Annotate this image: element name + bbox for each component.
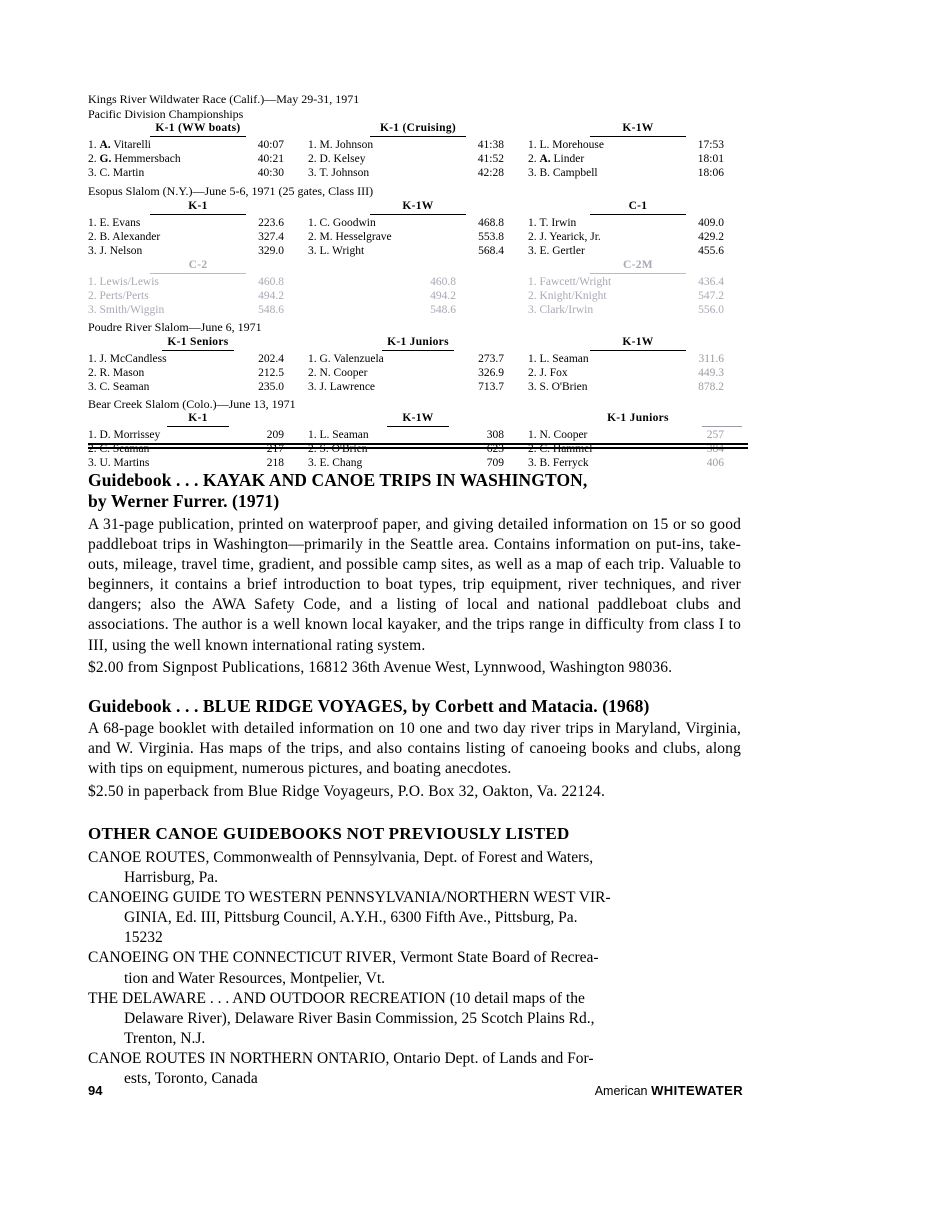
result-time: 18:01 [697, 153, 724, 166]
result-time: 209 [266, 429, 284, 442]
result-time: 223.6 [258, 216, 284, 229]
result-row [308, 303, 528, 317]
class-column [528, 121, 748, 180]
list-item-line1: CANOEING GUIDE TO WESTERN PENNSYLVANIA/NORTHERN WEST VIR- [88, 889, 611, 906]
list-item-line2: tion and Water Resources, Montpelier, Vt. [124, 969, 386, 987]
list-item-line1: CANOE ROUTES IN NORTHERN ONTARIO, Ontario Dept. of Lands and For- [88, 1050, 594, 1068]
guidebook2-heading: Guidebook . . . BLUE RIDGE VOYAGES, by Corbett and Matacia. (1968) [88, 695, 650, 716]
class-name: K-1W [402, 199, 434, 212]
result-row [528, 352, 748, 366]
result-row [308, 166, 528, 180]
class-column [308, 335, 528, 394]
result-time: 455.6 [698, 244, 724, 257]
header-rule [150, 214, 246, 215]
guidebook2-body: A 68-page booklet with detailed information on 10 one and two day river trips in Maryland, Virginia, and W. Virginia. Has maps of the trips, and also contains listing of canoeing books and clubs, along with tips on equipment, numerous pictures, and boating anecdotes. [88, 720, 741, 778]
result-time: 329.0 [258, 244, 284, 257]
header-rule [590, 214, 686, 215]
result-name: 3. S. O'Brien [527, 380, 588, 393]
result-time: 212.5 [258, 366, 284, 379]
result-row [88, 166, 308, 180]
result-row [528, 303, 748, 317]
result-time: 468.8 [478, 216, 504, 229]
result-name: 3. E. Chang [307, 457, 363, 470]
result-row [528, 230, 748, 244]
result-name: 2. G. Hemmersbach [88, 153, 181, 166]
result-row [528, 216, 748, 230]
result-time: 460.8 [258, 276, 284, 289]
class-name: C-2 [188, 259, 208, 271]
result-row [308, 366, 528, 380]
other-guidebooks-heading: OTHER CANOE GUIDEBOOKS NOT PREVIOUSLY LISTED [88, 823, 570, 843]
result-name: 1. J. McCandless [88, 352, 167, 365]
result-name: 2. D. Kelsey [307, 153, 366, 166]
race-class-columns [88, 335, 748, 394]
header-rule [382, 350, 454, 351]
guidebook2-price: $2.50 in paperback from Blue Ridge Voyageurs, P.O. Box 32, Oakton, Va. 22124. [88, 782, 605, 800]
result-time: 547.2 [698, 290, 724, 303]
class-header [88, 411, 308, 428]
header-rule [167, 426, 229, 427]
result-time: 18:06 [697, 167, 724, 180]
header-rule [702, 426, 742, 427]
class-header [528, 258, 748, 275]
result-row [528, 456, 748, 470]
result-time: 41:52 [477, 153, 504, 166]
class-name: K-1 Juniors [607, 412, 669, 425]
class-header [308, 199, 528, 216]
result-name: 2. R. Mason [88, 366, 145, 379]
race-kings-river [88, 92, 748, 180]
result-row [88, 456, 308, 470]
list-item-line3: 15232 [124, 929, 163, 947]
class-header [308, 335, 528, 352]
class-column [88, 411, 308, 470]
list-item-line2: ests, Toronto, Canada [124, 1070, 258, 1088]
result-time: 41:38 [477, 139, 504, 152]
result-time: 568.4 [478, 244, 504, 257]
result-time: 553.8 [478, 230, 504, 243]
list-item [88, 948, 741, 988]
guidebook1-body: A 31-page publication, printed on waterproof paper, and giving detailed information on 15 or so good paddleboat trips in Washington—primarily in the Seattle area. Contains information on put-ins, take-outs, mileage, travel time, gradient, and possible camp sites, as well as a map of each trip. Valuable to beginners, it contains a brief introduction to boat types, trip equipment, river techniques, and river dangers; also the AWA Safety Code, and a listing of local and national paddleboat clubs and associations. The author is a well known local kayaker, and the trips range in difficulty from class I to III, using the well known international rating system. [88, 515, 741, 654]
result-time: 409.0 [698, 216, 724, 229]
result-time: 327.4 [258, 230, 284, 243]
result-row [88, 289, 308, 303]
result-row [88, 152, 308, 166]
result-time: 556.0 [698, 304, 724, 317]
class-name: K-1 [188, 412, 208, 425]
result-row [308, 456, 528, 470]
result-time: 449.3 [698, 366, 724, 379]
result-row [308, 244, 528, 258]
result-row [308, 289, 528, 303]
class-column [528, 335, 748, 394]
result-row [308, 352, 528, 366]
result-row [308, 138, 528, 152]
result-name [308, 289, 408, 303]
result-name: 2. B. Alexander [88, 230, 161, 243]
result-time: 494.2 [258, 290, 284, 303]
class-name: K-1 (WW boats) [155, 122, 241, 135]
result-row [88, 380, 308, 394]
result-time: 235.0 [258, 380, 284, 393]
race-poudre-river [88, 320, 748, 394]
race-bear-creek [88, 397, 748, 471]
list-item-line1: CANOE ROUTES, Commonwealth of Pennsylvania, Dept. of Forest and Waters, [88, 848, 594, 866]
result-row [528, 275, 748, 289]
result-name: 2. J. Fox [527, 366, 568, 379]
class-column [88, 199, 308, 258]
result-row [88, 244, 308, 258]
other-guidebooks-list [88, 848, 741, 1090]
list-item-line1: THE DELAWARE . . . AND OUTDOOR RECREATION (10 detail maps of the [88, 989, 585, 1007]
result-row [308, 275, 528, 289]
class-header [308, 121, 528, 138]
class-header [528, 199, 748, 216]
result-time: 326.9 [478, 366, 504, 379]
result-name: 1. C. Goodwin [307, 216, 376, 229]
result-name: 2. J. Yearick, Jr. [527, 230, 601, 243]
result-name [308, 275, 408, 289]
result-name: 2. C. Hammel [527, 443, 593, 456]
result-name: 1. D. Morrissey [88, 429, 161, 442]
result-row [308, 216, 528, 230]
result-time: 217 [266, 443, 284, 456]
result-time: 548.6 [258, 304, 284, 317]
result-time: 623 [486, 443, 504, 456]
guidebook1-heading-line2: by Werner Furrer. (1971) [88, 491, 280, 512]
result-name: 3. T. Johnson [307, 167, 370, 180]
class-column [308, 199, 528, 258]
race-class-columns [88, 199, 748, 258]
result-row [88, 216, 308, 230]
result-time: 202.4 [258, 352, 284, 365]
magazine-name: WHITEWATER [651, 1083, 743, 1098]
result-row [528, 428, 748, 442]
magazine-footer [595, 1083, 743, 1098]
result-name: 1. Fawcett/Wright [527, 276, 612, 289]
result-name: 2. A. Linder [527, 153, 585, 166]
result-time: 17:53 [697, 139, 724, 152]
section-divider-rule [88, 443, 748, 449]
result-row [528, 166, 748, 180]
list-item-line2: GINIA, Ed. III, Pittsburg Council, A.Y.H., 6300 Fifth Ave., Pittsburg, Pa. [124, 909, 578, 927]
result-row [88, 275, 308, 289]
result-row [88, 230, 308, 244]
header-rule [370, 136, 466, 137]
list-item-line2: Delaware River), Delaware River Basin Commission, 25 Scotch Plains Rd., [124, 1009, 595, 1027]
class-column [88, 258, 308, 317]
result-time: 548.6 [430, 304, 456, 317]
result-time: 713.7 [478, 380, 504, 393]
class-header [88, 335, 308, 352]
class-name: K-1W [402, 412, 434, 425]
magazine-prefix: American [594, 1084, 648, 1098]
header-rule [370, 214, 466, 215]
result-row [528, 244, 748, 258]
race-class-columns [88, 411, 748, 470]
result-name: 2. S. O'Brien [307, 443, 368, 456]
class-header [528, 411, 748, 428]
result-time: 429.2 [698, 230, 724, 243]
result-name: 1. M. Johnson [307, 139, 374, 152]
class-name: C-1 [628, 199, 648, 212]
header-rule [590, 350, 686, 351]
result-row [528, 366, 748, 380]
result-name: 3. B. Campbell [527, 167, 598, 180]
result-time: 406 [706, 457, 724, 470]
result-row [528, 152, 748, 166]
race-subtitle: Pacific Division Championships [88, 106, 244, 121]
class-name: K-1 [188, 199, 208, 212]
class-header [528, 335, 748, 352]
result-name: 1. L. Seaman [307, 429, 369, 442]
class-column [308, 121, 528, 180]
result-row [308, 380, 528, 394]
result-row [528, 289, 748, 303]
class-column [528, 411, 748, 470]
result-name: 3. J. Nelson [88, 244, 143, 257]
list-item [88, 888, 741, 948]
page-number: 94 [88, 1083, 103, 1098]
class-column-spacer [308, 258, 528, 317]
result-name: 1. E. Evans [88, 216, 141, 229]
result-time: 308 [486, 429, 504, 442]
result-time: 42:28 [477, 167, 504, 180]
class-header [88, 199, 308, 216]
result-time: 257 [706, 429, 724, 442]
header-rule [162, 350, 234, 351]
result-name: 1. L. Seaman [527, 352, 589, 365]
result-time: 218 [266, 457, 284, 470]
list-item [88, 848, 741, 888]
class-name: K-1W [622, 335, 654, 348]
class-name: K-1W [622, 122, 654, 135]
race-title: Esopus Slalom (N.Y.)—June 5-6, 1971 (25 gates, Class III) [88, 184, 374, 199]
result-time: 273.7 [478, 352, 504, 365]
result-time: 878.2 [698, 380, 724, 393]
result-name: 1. L. Morehouse [527, 139, 604, 152]
result-time: 460.8 [430, 276, 456, 289]
class-name: K-1 Seniors [167, 335, 229, 348]
list-item [88, 989, 741, 1049]
spacer [88, 678, 741, 696]
class-header [528, 121, 748, 138]
result-row [308, 428, 528, 442]
result-time: 384 [706, 443, 724, 456]
header-rule [590, 273, 686, 274]
race-title: Poudre River Slalom—June 6, 1971 [88, 320, 262, 335]
result-name: 3. Smith/Wiggin [88, 304, 165, 317]
result-name: 3. Clark/Irwin [527, 304, 594, 317]
article-body [88, 470, 741, 1089]
list-item-line3: Trenton, N.J. [124, 1029, 206, 1047]
class-column [88, 121, 308, 180]
result-row [88, 366, 308, 380]
guidebook1-heading [88, 470, 741, 513]
result-name: 2. Perts/Perts [88, 290, 149, 303]
result-name [308, 303, 408, 317]
class-name: K-1 Juniors [387, 335, 449, 348]
result-row [308, 230, 528, 244]
header-rule [150, 273, 246, 274]
race-class-columns [88, 121, 748, 180]
result-name: 3. C. Martin [88, 167, 145, 180]
result-name: 1. Lewis/Lewis [88, 276, 159, 289]
result-name: 1. G. Valenzuela [307, 352, 384, 365]
class-column [308, 411, 528, 470]
result-name: 3. U. Martins [88, 457, 150, 470]
header-rule [590, 136, 686, 137]
guidebook1-heading-line1: Guidebook . . . KAYAK AND CANOE TRIPS IN WASHINGTON, [88, 470, 588, 490]
spacer [88, 802, 741, 824]
result-row [88, 352, 308, 366]
result-name: 2. N. Cooper [307, 366, 368, 379]
race-title: Bear Creek Slalom (Colo.)—June 13, 1971 [88, 396, 296, 411]
result-name: 2. C. Seaman [88, 443, 150, 456]
race-esopus [88, 184, 748, 317]
result-name: 1. A. Vitarelli [88, 139, 151, 152]
result-row [528, 380, 748, 394]
result-name: 2. M. Hesselgrave [307, 230, 392, 243]
result-row [88, 303, 308, 317]
result-row [88, 138, 308, 152]
result-time: 40:07 [257, 139, 284, 152]
result-name: 2. Knight/Knight [527, 290, 607, 303]
class-header [308, 411, 528, 428]
result-time: 436.4 [698, 276, 724, 289]
result-name: 1. T. Irwin [527, 216, 577, 229]
result-row [88, 428, 308, 442]
result-name: 3. B. Ferryck [527, 457, 589, 470]
result-time: 494.2 [430, 290, 456, 303]
header-rule [387, 426, 449, 427]
race-class-columns-faded [88, 258, 748, 317]
guidebook1-price: $2.00 from Signpost Publications, 16812 36th Avenue West, Lynnwood, Washington 98036. [88, 658, 673, 676]
result-time: 311.6 [698, 352, 724, 365]
list-item-line2: Harrisburg, Pa. [124, 868, 218, 886]
class-name: K-1 (Cruising) [379, 122, 457, 135]
class-header [88, 121, 308, 138]
result-time: 40:21 [257, 153, 284, 166]
result-name: 1. N. Cooper [527, 429, 588, 442]
list-item-line1: CANOEING ON THE CONNECTICUT RIVER, Vermont State Board of Recrea- [88, 949, 599, 967]
result-time: 40:30 [257, 167, 284, 180]
result-name: 3. L. Wright [307, 244, 365, 257]
result-name: 3. J. Lawrence [307, 380, 376, 393]
result-row [528, 138, 748, 152]
result-row [308, 152, 528, 166]
result-name: 3. C. Seaman [88, 380, 150, 393]
race-title: Kings River Wildwater Race (Calif.)—May 29-31, 1971 [88, 92, 360, 106]
result-time: 709 [486, 457, 504, 470]
class-column [528, 199, 748, 258]
class-column [88, 335, 308, 394]
class-column [528, 258, 748, 317]
result-name: 3. E. Gertler [527, 244, 585, 257]
class-name: C-2M [622, 259, 653, 271]
header-rule [150, 136, 246, 137]
race-results-block [88, 92, 748, 470]
class-header [88, 258, 308, 275]
